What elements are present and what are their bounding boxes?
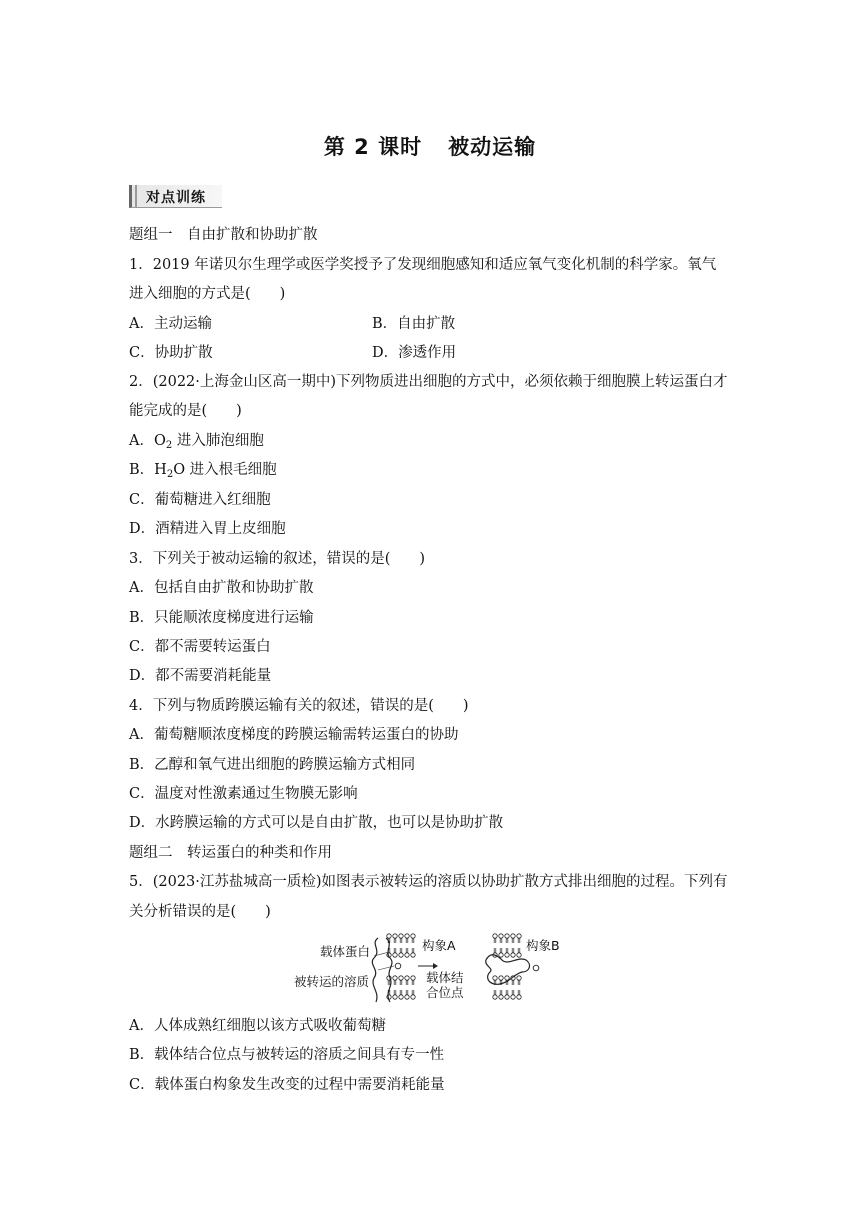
q1-option-d: D．渗透作用 xyxy=(372,345,457,361)
group-heading-2: 题组二 转运蛋白的种类和作用 xyxy=(129,845,332,861)
q5-option-c: C．载体蛋白构象发生改变的过程中需要消耗能量 xyxy=(129,1077,445,1093)
q4-stem: 4．下列与物质跨膜运输有关的叙述，错误的是( ) xyxy=(129,698,469,714)
q4-option-d: D．水跨膜运输的方式可以是自由扩散，也可以是协助扩散 xyxy=(129,815,504,831)
q2-option-c: C．葡萄糖进入红细胞 xyxy=(129,492,271,508)
q5-stem-line2: 关分析错误的是( ) xyxy=(129,904,271,920)
lesson-topic: 被动运输 xyxy=(448,135,537,159)
q5-option-a: A．人体成熟红细胞以该方式吸收葡萄糖 xyxy=(129,1018,386,1034)
q3-stem: 3．下列关于被动运输的叙述，错误的是( ) xyxy=(129,551,426,567)
q3-option-c: C．都不需要转运蛋白 xyxy=(129,639,271,655)
membrane-top-left xyxy=(387,934,415,957)
label-carrier-protein: 载体蛋白 xyxy=(320,944,371,959)
carrier-protein-a-shape xyxy=(372,938,392,1002)
group-heading-1: 题组一 自由扩散和协助扩散 xyxy=(129,227,318,243)
page-title xyxy=(0,131,860,161)
q4-option-a: A．葡萄糖顺浓度梯度的跨膜运输需转运蛋白的协助 xyxy=(129,727,459,743)
label-conformation-b: 构象B xyxy=(526,938,560,953)
carrier-protein-diagram xyxy=(290,930,580,1010)
membrane-bottom-right xyxy=(493,976,521,999)
q5-stem-line1: 5．(2023·江苏盐城高一质检)如图表示被转运的溶质以协助扩散方式排出细胞的过程。下列有 xyxy=(129,874,728,890)
label-binding-site-line2: 合位点 xyxy=(426,985,464,1000)
arrow-head xyxy=(433,963,438,969)
solute-molecule xyxy=(395,963,401,969)
section-tag xyxy=(129,185,222,208)
q1-option-a: A．主动运输 xyxy=(129,316,212,332)
released-solute xyxy=(533,965,539,971)
q2-stem-line2: 能完成的是( ) xyxy=(129,403,242,419)
q1-option-b: B．自由扩散 xyxy=(372,316,456,332)
lesson-number: 第 2 课时 xyxy=(323,135,423,159)
q1-stem-line2: 进入细胞的方式是( ) xyxy=(129,286,286,302)
section-tag-label: 对点训练 xyxy=(146,190,206,206)
q3-option-a: A．包括自由扩散和协助扩散 xyxy=(129,580,314,596)
label-binding-site-line1: 载体结 xyxy=(426,970,464,985)
q1-option-c: C．协助扩散 xyxy=(129,345,213,361)
q4-option-b: B．乙醇和氧气进出细胞的跨膜运输方式相同 xyxy=(129,757,416,773)
membrane-top-right xyxy=(493,934,521,957)
q1-stem-line1: 1．2019 年诺贝尔生理学或医学奖授予了发现细胞感知和适应氧气变化机制的科学家。氧气 xyxy=(129,257,717,273)
q5-option-b: B．载体结合位点与被转运的溶质之间具有专一性 xyxy=(129,1047,445,1063)
q2-stem-line1: 2．(2022·上海金山区高一期中)下列物质进出细胞的方式中，必须依赖于细胞膜上转运蛋白才 xyxy=(129,374,728,390)
q4-option-c: C．温度对性激素通过生物膜无影响 xyxy=(129,786,358,802)
label-conformation-a: 构象A xyxy=(422,938,456,953)
label-solute: 被转运的溶质 xyxy=(294,974,370,989)
q2-option-a: A．$O_2$ 进入肺泡细胞 xyxy=(129,433,264,451)
q2-option-d: D．酒精进入胃上皮细胞 xyxy=(129,521,286,537)
q2-option-b: B．$H_2O$ 进入根毛细胞 xyxy=(129,462,277,480)
q3-option-b: B．只能顺浓度梯度进行运输 xyxy=(129,610,314,626)
q3-option-d: D．都不需要消耗能量 xyxy=(129,668,272,684)
